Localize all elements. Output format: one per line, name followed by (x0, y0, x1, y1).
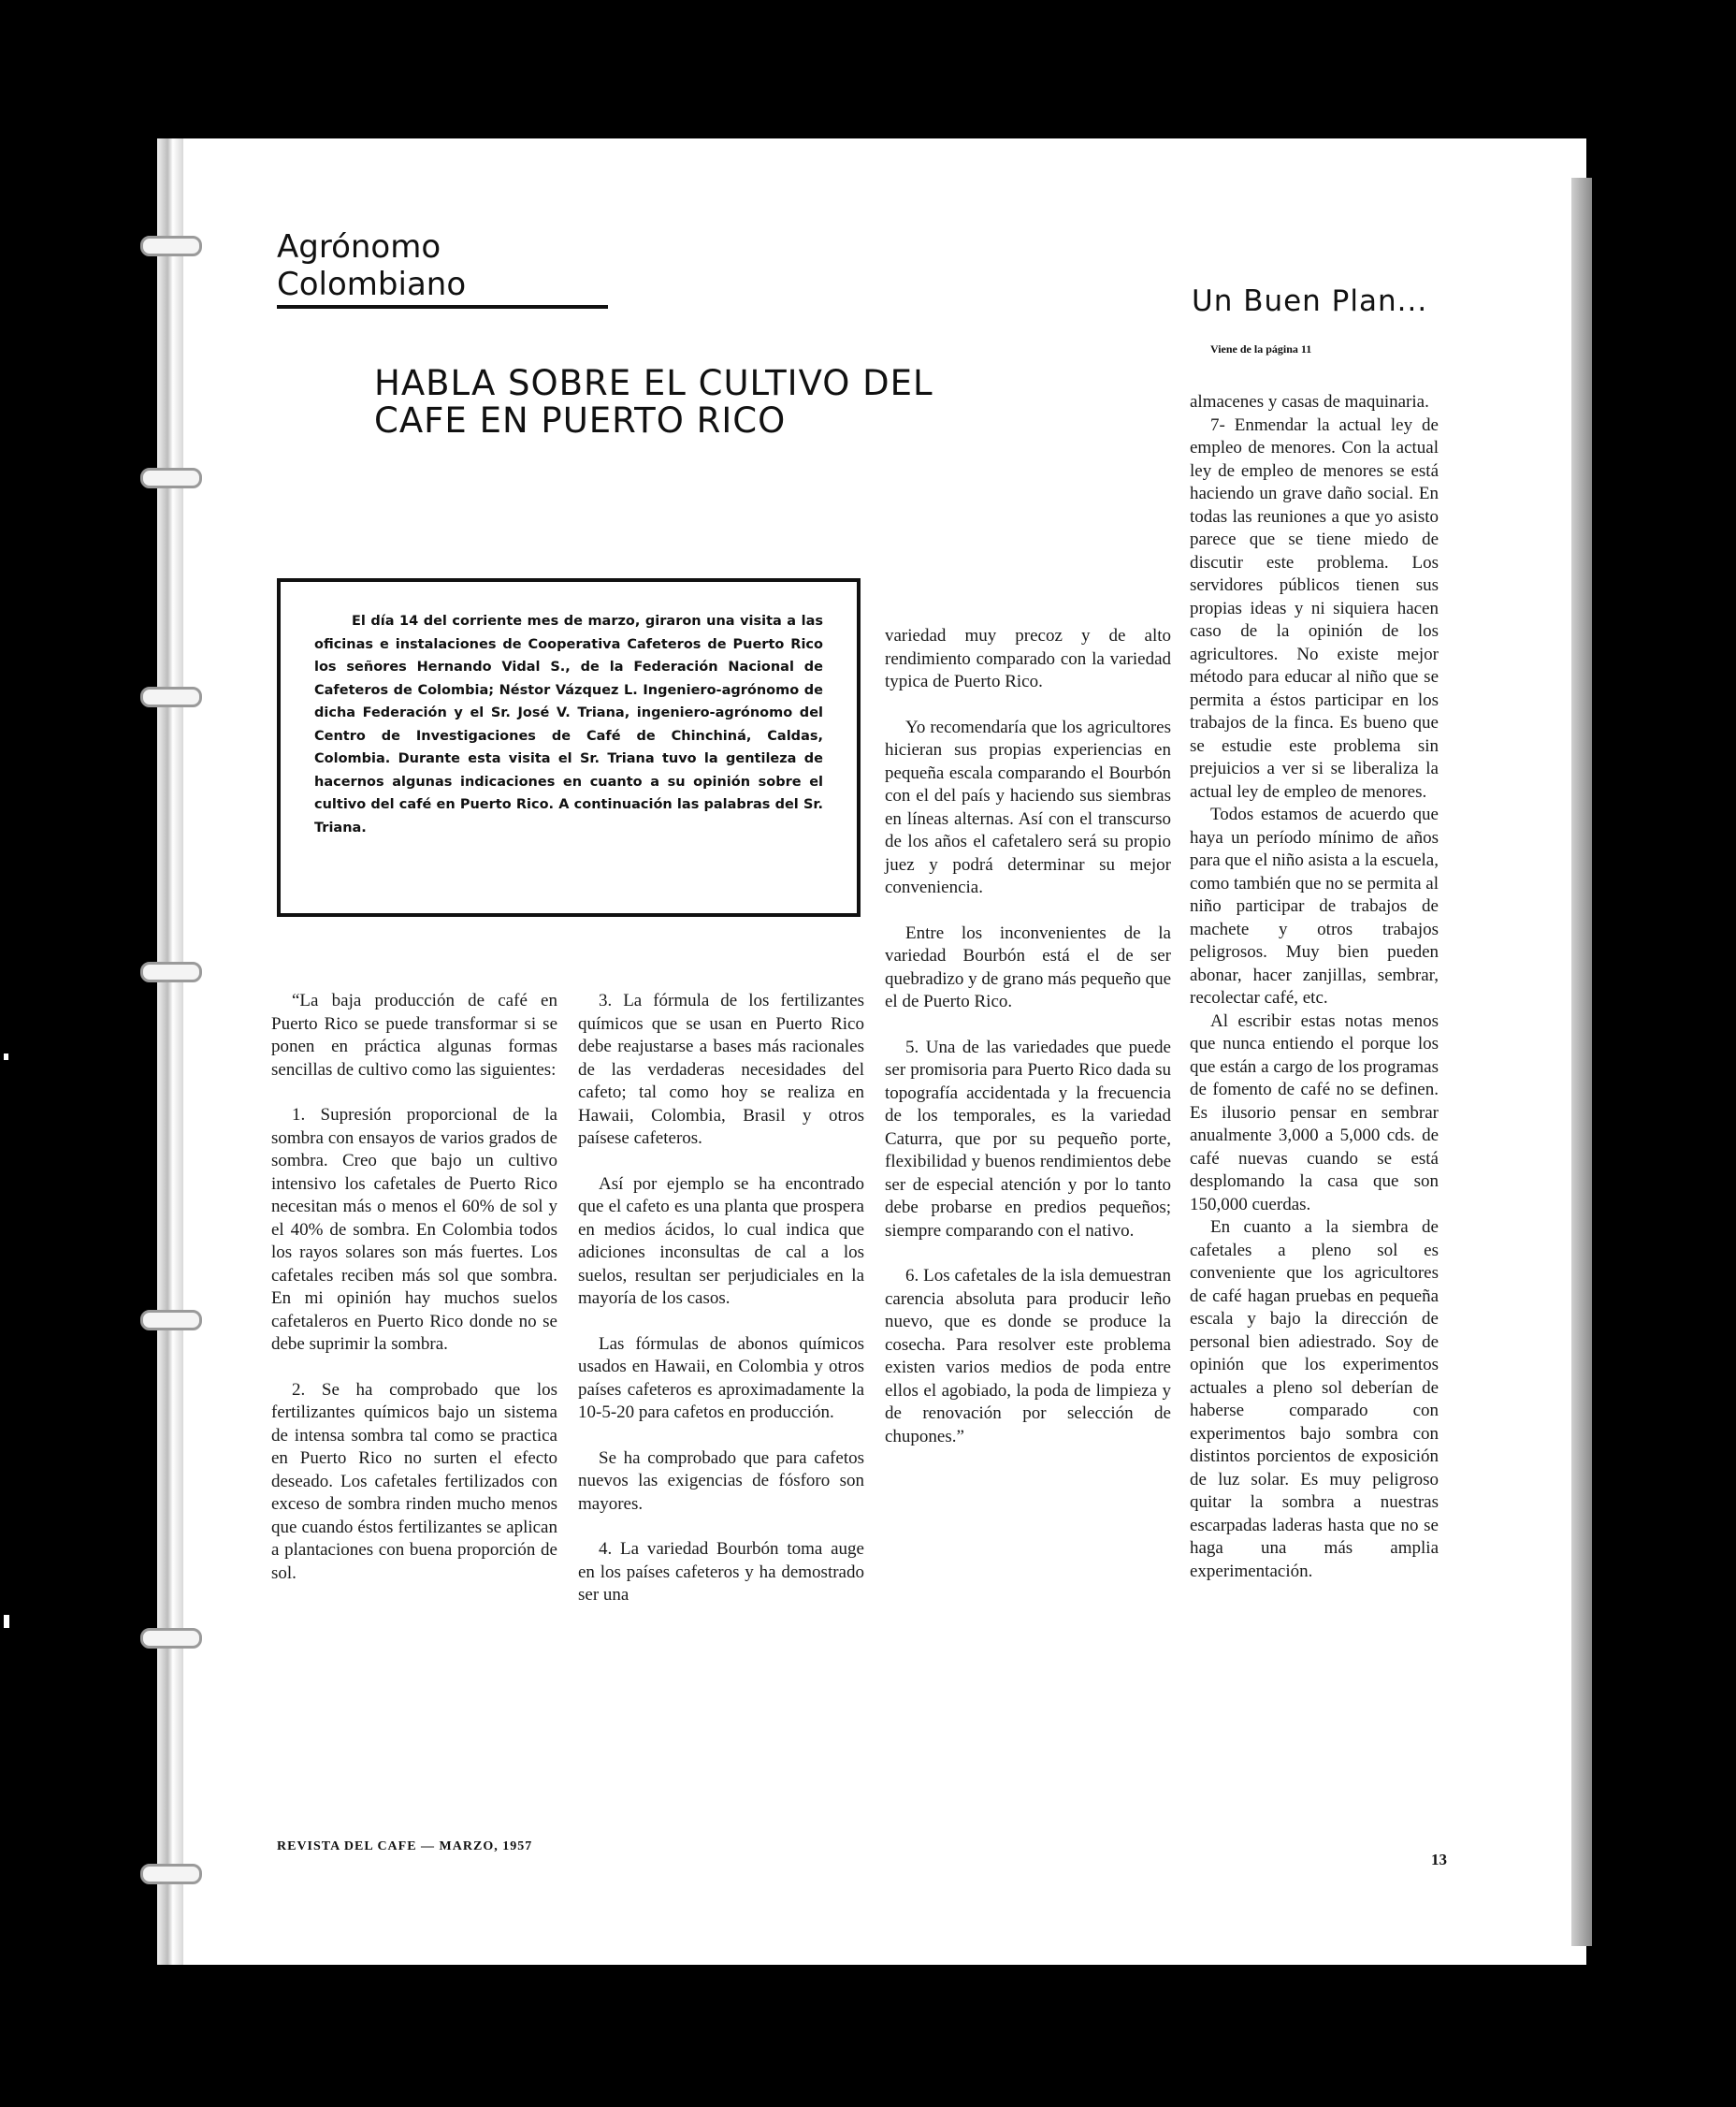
article-paragraph: 5. Una de las variedades que puede ser promisoria para Puerto Rico dada su topografía accidentada y la frecuencia de los temporales, es la variedad Caturra, que por su pequeño porte, flexibilidad y buenos rendimientos debe ser de especial atención y por lo tanto debe probarse en predios pequeños; siempre comparando con el nativo. (885, 1037, 1171, 1241)
article-paragraph: 1. Supresión proporcional de la sombra con ensayos de varios grados de sombra. Creo que bajo un cultivo intensivo los cafetales de Puerto Rico necesitan más o menos el 60% de sol y el 40% de sombra. En Colombia todos los rayos solares son más fuertes. Los cafetales reciben más sol que sombra. En mi opinión hay muchos suelos cafetaleros en Puerto Rico donde no se debe suprimir la sombra. (271, 1105, 557, 1354)
binding-spine (157, 138, 183, 1965)
article-paragraph: “La baja producción de café en Puerto Rico se puede transformar si se ponen en práctica algunas formas sencillas de cultivo como las siguientes: (271, 991, 557, 1080)
sidebar-paragraph: Al escribir estas notas menos que nunca entiendo el porque los que están a cargo de los programas de fomento de café no se definen. Es ilusorio pensar en sembrar anualmente 3,000 a 5,000 cds. de café nuevas cuando se está desplomando la casa que son 150,000 cuerdas. (1190, 1010, 1439, 1214)
binding-ring (140, 1864, 202, 1884)
article-column-1 (271, 990, 557, 1607)
article-column-2 (578, 990, 864, 1630)
scan-artifact (4, 1054, 8, 1060)
article-paragraph: Se ha comprobado que para cafetos nuevos las exigencias de fósforo son mayores. (578, 1447, 864, 1514)
article-column-3 (885, 625, 1171, 1471)
sidebar-paragraph: 7- Enmendar la actual ley de empleo de menores. Con la actual ley de empleo de menores se está haciendo un grave daño social. En todas las reuniones a que yo asisto parece que se tiene miedo de discutir este problema. Los servidores públicos tienen sus propias ideas y ni siquiera hacen caso de la opinión de los agricultores. No existe mejor método para educar al niño que se permita a éstos participar en los trabajos de la finca. Es bueno que se estudie este problema sin prejuicios a ver si se liberaliza la actual ley de empleo de menores. (1190, 414, 1439, 802)
section-title: Agrónomo Colombiano (277, 228, 608, 309)
article-paragraph: Las fórmulas de abonos químicos usados en Hawaii, en Colombia y otros países cafeteros es aproximadamente la 10-5-20 para cafetos en producción. (578, 1333, 864, 1422)
binding-ring (140, 687, 202, 707)
binding-ring (140, 962, 202, 982)
article-paragraph: Yo recomendaría que los agricultores hicieran sus propias experiencias en pequeña escala comparando el Bourbón con el del país y haciendo sus siembras en líneas alternas. Así con el transcurso de los años el cafetalero será su propio juez y podrá determinar su mejor conveniencia. (885, 717, 1171, 897)
sidebar-title: Un Buen Plan... (1192, 284, 1428, 318)
binding-ring (140, 1310, 202, 1330)
sidebar-column (1190, 391, 1439, 1583)
article-paragraph: Entre los inconvenientes de la variedad Bourbón está el de ser quebradizo y de grano más pequeño que el de Puerto Rico. (885, 923, 1172, 1011)
article-paragraph: 2. Se ha comprobado que los fertilizantes químicos bajo un sistema de intensa sombra tal como se practica en Puerto Rico no surten el efecto deseado. Los cafetales fertilizados con exceso de sombra rinden mucho menos que cuando éstos fertilizantes se aplican a plantaciones con buena proporción de sol. (271, 1379, 557, 1583)
binding-ring (140, 236, 202, 256)
article-paragraph: Así por ejemplo se ha encontrado que el cafeto es una planta que prospera en medios ácidos, lo cual indica que adiciones inconsultas de cal a los suelos, resultan ser perjudiciales en la mayoría de los casos. (578, 1173, 864, 1308)
page-stack-edge (1571, 178, 1592, 1946)
binding-ring (140, 1628, 202, 1649)
binding-ring (140, 468, 202, 488)
scan-artifact (4, 1615, 9, 1628)
sidebar-paragraph: almacenes y casas de maquinaria. (1190, 392, 1429, 412)
publication-footer: REVISTA DEL CAFE — MARZO, 1957 (277, 1839, 533, 1853)
intro-text: El día 14 del corriente mes de marzo, giraron una visita a las oficinas e instalaciones de Cooperativa Cafeteros de Puerto Rico los señores Hernando Vidal S., de la Federación Nacional de Cafeteros de Colombia; Néstor Vázquez L. Ingeniero-agrónomo de dicha Federación y el Sr. José V. Triana, ingeniero-agrónomo del Centro de Investigaciones de Café de Chinchiná, Caldas, Colombia. Durante esta visita el Sr. Triana tuvo la gentileza de hacernos algunas indicaciones en cuanto a su opinión sobre el cultivo del café en Puerto Rico. A continuación las palabras del Sr. Triana. (314, 614, 823, 836)
sidebar-paragraph: Todos estamos de acuerdo que haya un período mínimo de años para que el niño asista a la escuela, como también que no se permita al niño participar de trabajos de machete y otros trabajos peligrosos. Muy bien pueden abonar, hacer zanjillas, sembrar, recolectar café, etc. (1190, 805, 1439, 1008)
article-paragraph: 4. La variedad Bourbón toma auge en los países cafeteros y ha demostrado ser una (578, 1539, 864, 1605)
page-number: 13 (1431, 1851, 1447, 1868)
article-paragraph: variedad muy precoz y de alto rendimiento comparado con la variedad typica de Puerto Rico. (885, 626, 1171, 691)
article-paragraph: 6. Los cafetales de la isla demuestran carencia absoluta para producir leño nuevo, que es donde se produce la cosecha. Para resolver este problema existen varios medios de poda entre ellos el agobiado, la poda de limpieza y de renovación por selección de chupones.” (885, 1266, 1171, 1446)
sidebar-paragraph: En cuanto a la siembra de cafetales a pleno sol es conveniente que los agricultores de café hagan pruebas en pequeña escala y bajo la dirección de personal bien adiestrado. Soy de opinión que los experimentos actuales a pleno sol deberían de haberse comparado con experimentos bajo sombra con distintos porcientos de exposición de luz solar. Es muy peligroso quitar la sombra a nuestras escarpadas laderas hasta que no se haga una más amplia experimentación. (1190, 1217, 1439, 1581)
article-paragraph: 3. La fórmula de los fertilizantes químicos que se usan en Puerto Rico debe reajustarse a bases más racionales de las verdaderas necesidades del cafeto; tal como hoy se realiza en Hawaii, Colombia, Brasil y otros paísese cafeteros. (578, 991, 864, 1148)
article-headline: HABLA SOBRE EL CULTIVO DEL CAFE EN PUERTO RICO (374, 363, 933, 441)
sidebar-continuation-note: Viene de la página 11 (1210, 342, 1312, 356)
intro-box (277, 578, 861, 917)
